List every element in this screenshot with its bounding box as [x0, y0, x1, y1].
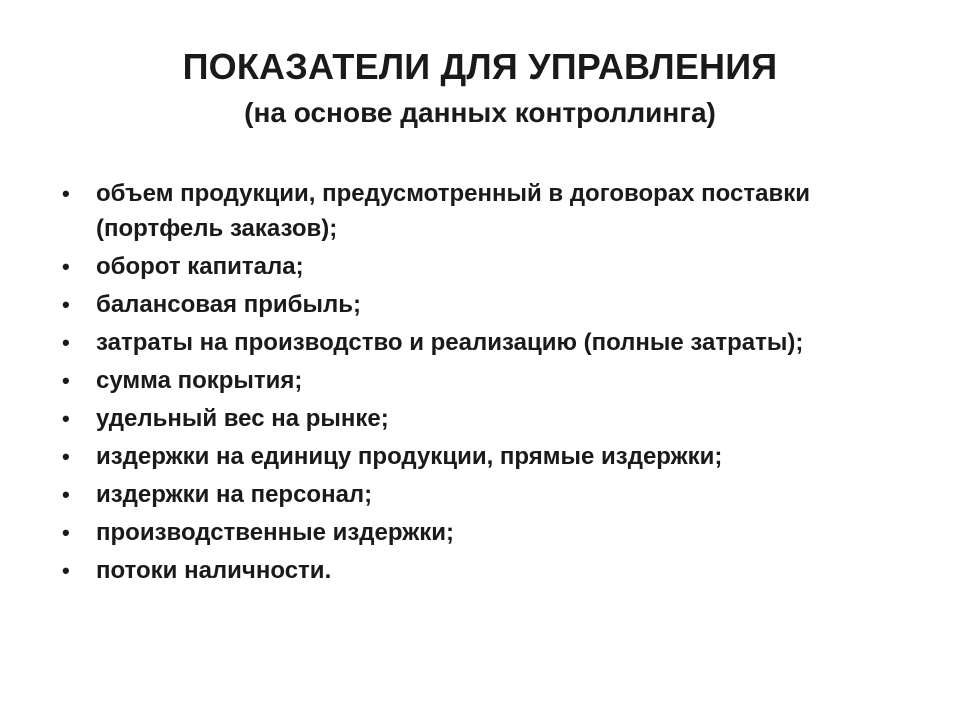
list-item-text: издержки на единицу продукции, прямые издержки;: [96, 443, 723, 470]
bullet-list: [62, 176, 902, 591]
bullet-icon: •: [62, 482, 70, 507]
bullet-icon: •: [62, 406, 70, 431]
list-item-text: оборот капитала;: [96, 253, 304, 280]
slide-subtitle: (на основе данных контроллинга): [244, 97, 716, 128]
list-item: [62, 363, 902, 398]
list-item-text: объем продукции, предусмотренный в договорах поставки (портфель заказов);: [96, 180, 810, 242]
list-item: [62, 287, 902, 322]
list-item-text: производственные издержки;: [96, 519, 454, 546]
title-block: [60, 44, 900, 132]
list-item: [62, 401, 902, 436]
list-item: [62, 325, 902, 360]
list-item-text: затраты на производство и реализацию (полные затраты);: [96, 329, 804, 356]
bullet-icon: •: [62, 368, 70, 393]
slide-title: ПОКАЗАТЕЛИ ДЛЯ УПРАВЛЕНИЯ: [182, 46, 778, 87]
list-item: [62, 553, 902, 588]
bullet-icon: •: [62, 520, 70, 545]
list-item: [62, 249, 902, 284]
bullet-icon: •: [62, 444, 70, 469]
list-item-text: балансовая прибыль;: [96, 291, 361, 318]
list-item: [62, 515, 902, 550]
list-item: [62, 176, 902, 246]
bullet-icon: •: [62, 330, 70, 355]
bullet-icon: •: [62, 254, 70, 279]
bullet-icon: •: [62, 558, 70, 583]
bullet-icon: •: [62, 292, 70, 317]
list-item-text: издержки на персонал;: [96, 481, 373, 508]
list-item-text: удельный вес на рынке;: [96, 405, 389, 432]
list-item-text: потоки наличности.: [96, 557, 332, 584]
list-item: [62, 477, 902, 512]
list-item-text: сумма покрытия;: [96, 367, 303, 394]
bullet-icon: •: [62, 181, 70, 206]
list-item: [62, 439, 902, 474]
